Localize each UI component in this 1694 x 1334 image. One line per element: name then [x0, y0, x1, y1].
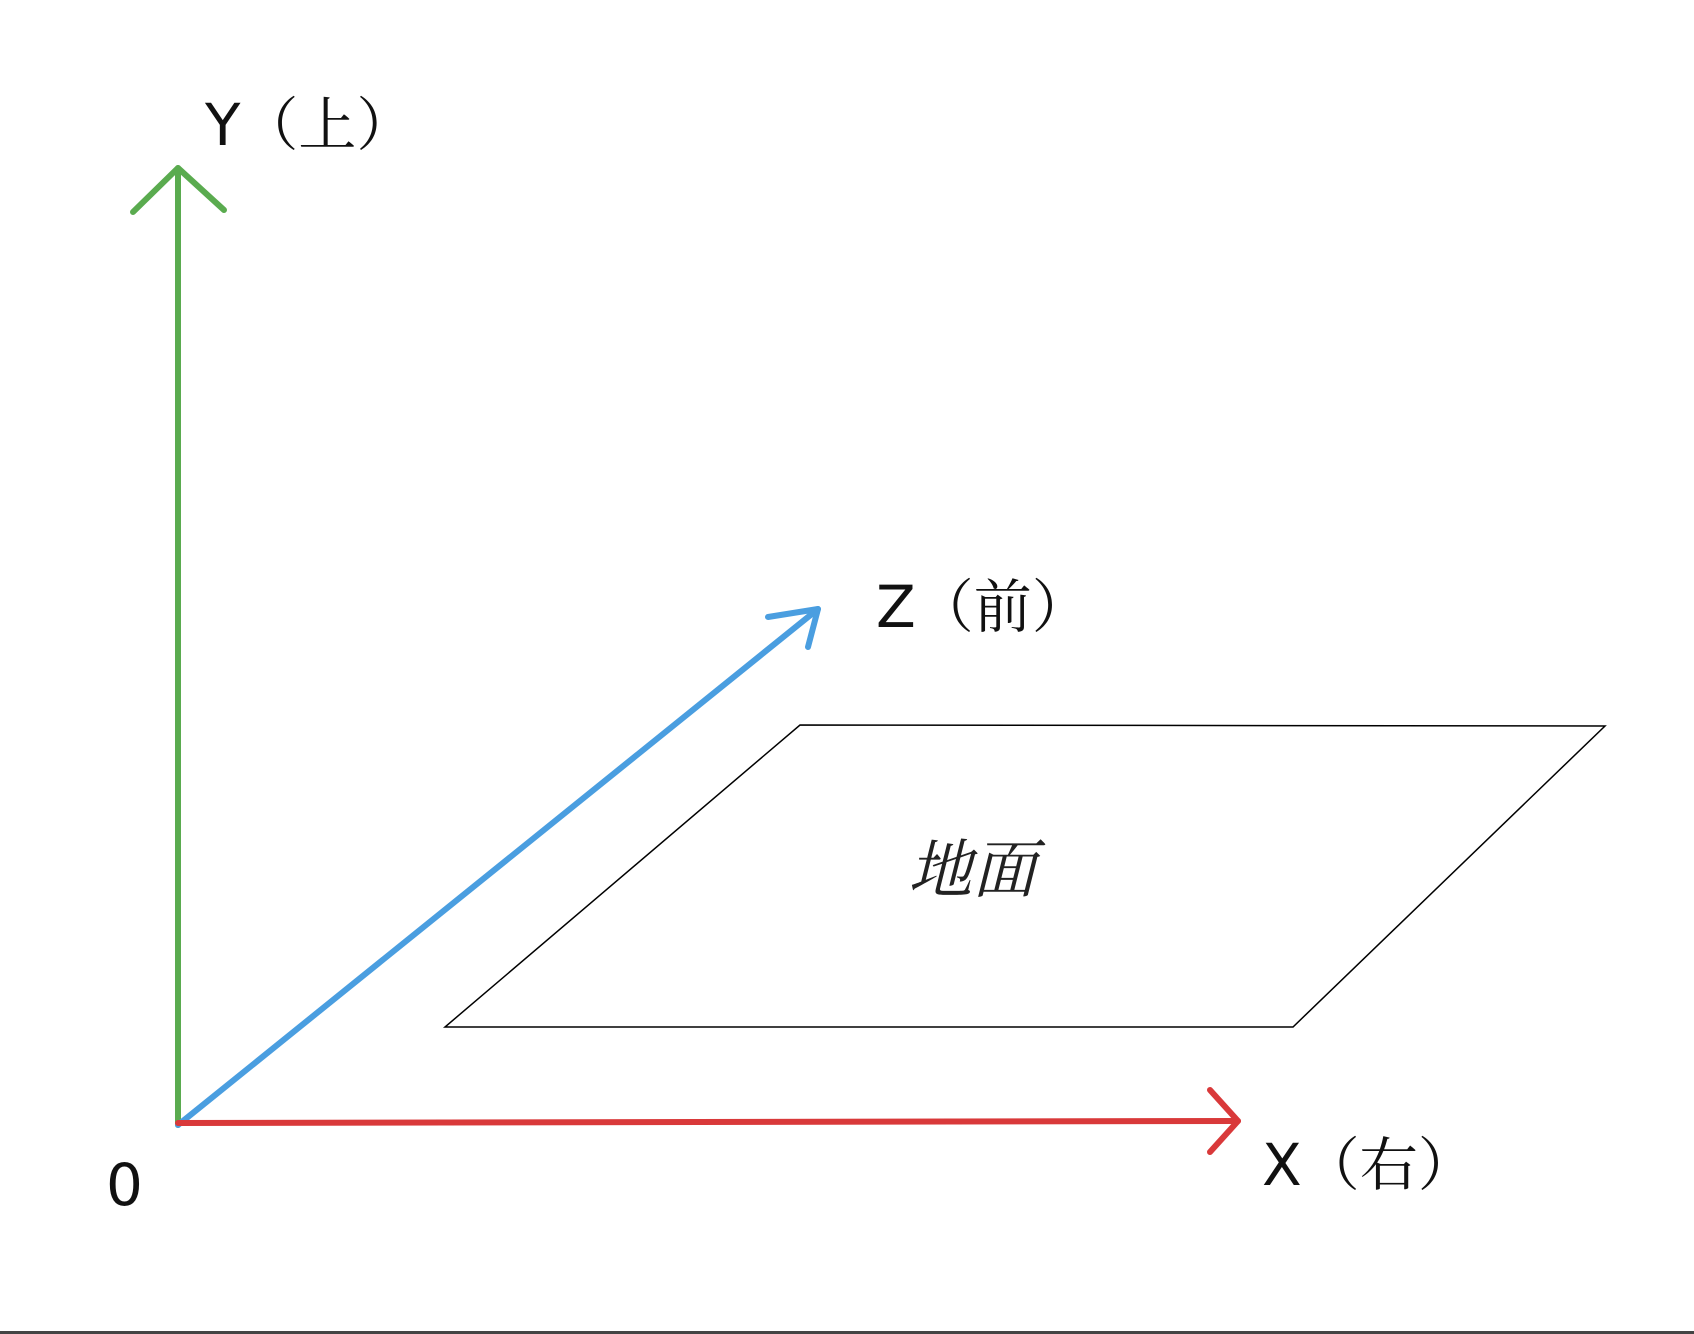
z-axis-line — [178, 609, 818, 1125]
z-axis-label: Z（前） — [876, 573, 1090, 641]
origin-label: 0 — [106, 1151, 143, 1219]
x-axis — [178, 1090, 1238, 1152]
x-axis-label: X（右） — [1262, 1131, 1476, 1199]
x-axis-line — [178, 1121, 1238, 1123]
y-axis-label: Y（上） — [205, 91, 415, 159]
ground-plane-label: 地面 — [908, 834, 1036, 908]
z-axis — [178, 609, 818, 1125]
y-axis — [133, 168, 224, 1125]
